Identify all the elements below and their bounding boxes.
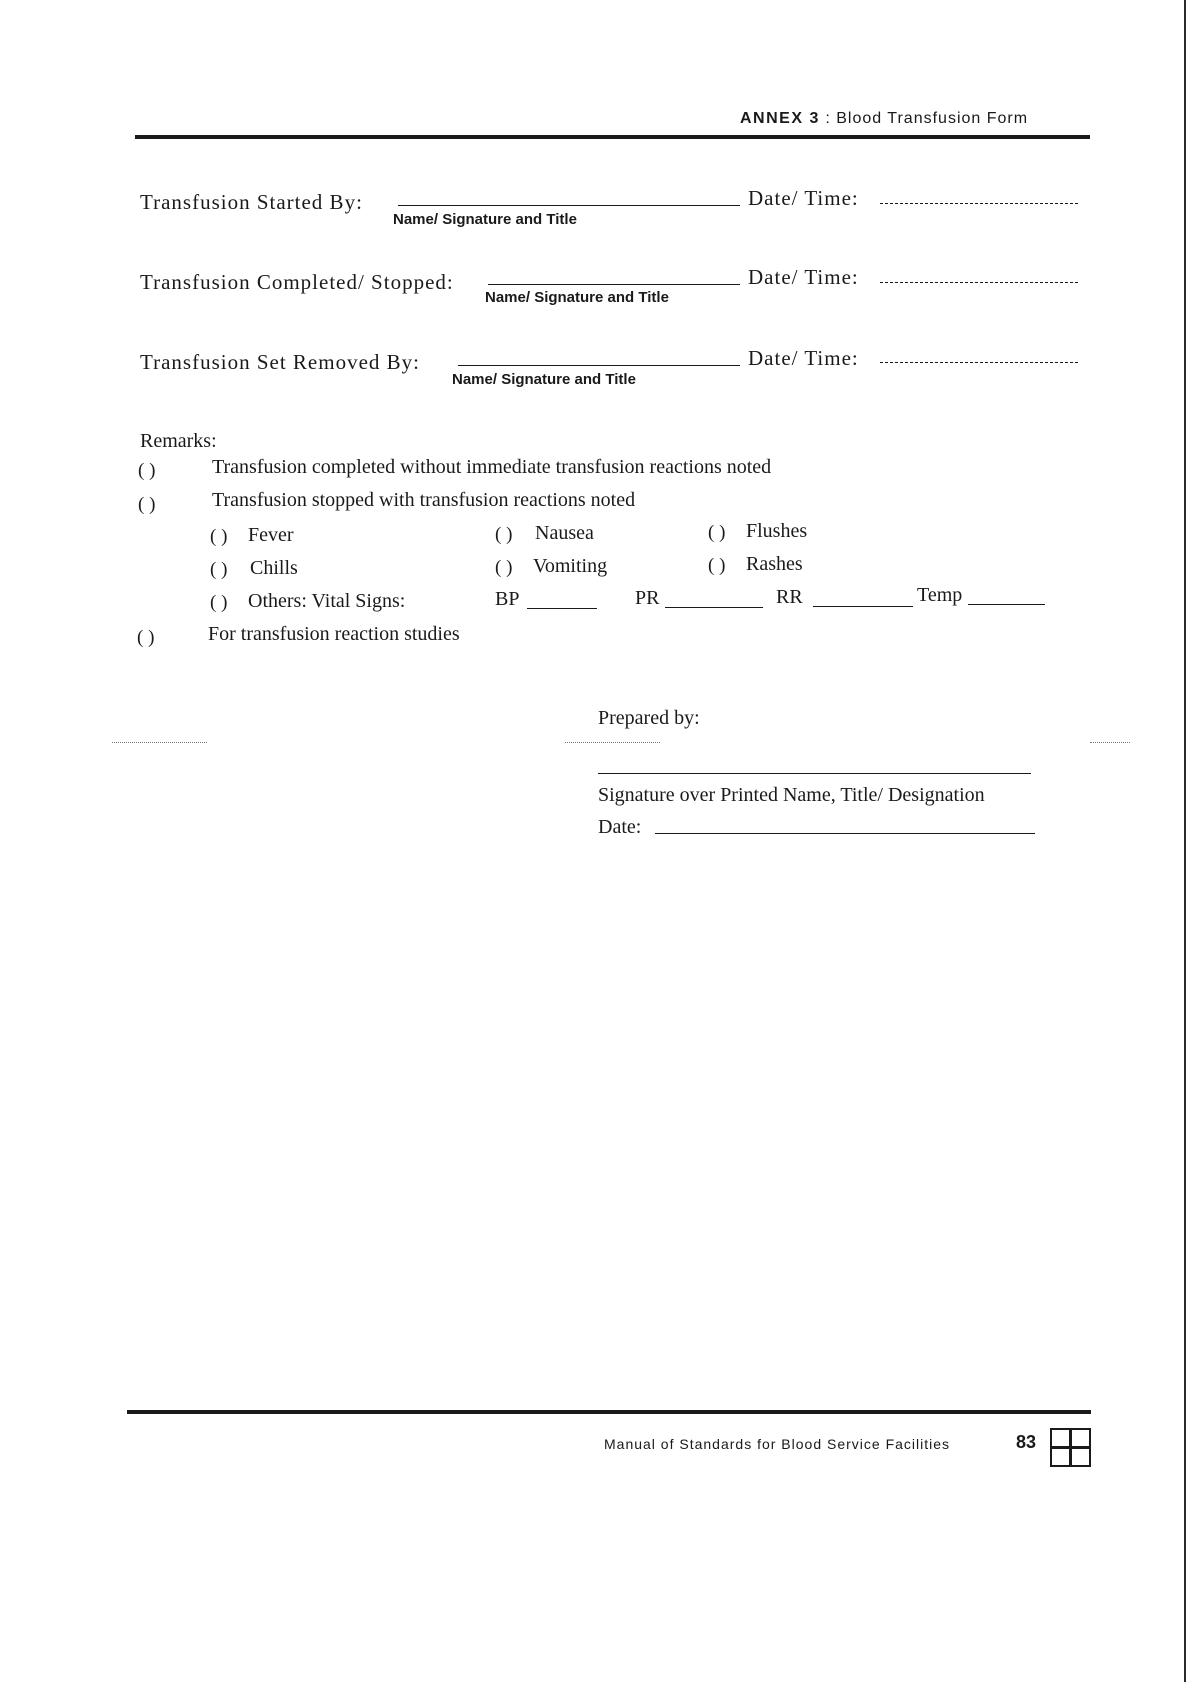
option-stopped-text: Transfusion stopped with transfusion reactions noted — [212, 489, 636, 511]
option-completed-text: Transfusion completed without immediate transfusion reactions noted — [212, 456, 772, 478]
started-by-label: Transfusion Started By: — [140, 190, 363, 214]
rr-input-line[interactable] — [813, 606, 913, 607]
scan-mark — [565, 742, 660, 743]
option-studies-text: For transfusion reaction studies — [208, 623, 460, 645]
nausea-label: Nausea — [535, 522, 594, 544]
completed-stopped-sublabel: Name/ Signature and Title — [485, 289, 669, 306]
removed-datetime-label: Date/ Time: — [748, 346, 859, 370]
checkbox-nausea[interactable]: ( ) — [495, 524, 513, 545]
checkbox-rashes[interactable]: ( ) — [708, 555, 726, 576]
checkbox-flushes[interactable]: ( ) — [708, 522, 726, 543]
checkbox-chills[interactable]: ( ) — [210, 559, 228, 580]
started-by-sublabel: Name/ Signature and Title — [393, 211, 577, 228]
annex-separator: : — [825, 110, 831, 127]
prepared-date-label: Date: — [598, 816, 642, 838]
removed-datetime-line[interactable] — [880, 362, 1078, 363]
grid-squares-icon — [1050, 1428, 1090, 1466]
annex-header — [740, 110, 1028, 128]
completed-datetime-line[interactable] — [880, 282, 1078, 283]
started-datetime-line[interactable] — [880, 203, 1078, 204]
checkbox-stopped[interactable]: ( ) — [138, 494, 156, 515]
pr-input-line[interactable] — [665, 607, 763, 608]
footer-rule — [127, 1410, 1091, 1414]
started-by-signature-line[interactable] — [398, 205, 740, 206]
rashes-label: Rashes — [746, 553, 803, 575]
scan-mark — [1090, 742, 1130, 743]
checkbox-studies[interactable]: ( ) — [137, 627, 155, 648]
scan-mark — [112, 742, 207, 743]
signature-caption: Signature over Printed Name, Title/ Designation — [598, 784, 985, 806]
started-datetime-label: Date/ Time: — [748, 186, 859, 210]
page-number: 83 — [1016, 1432, 1037, 1452]
checkbox-others[interactable]: ( ) — [210, 592, 228, 613]
completed-stopped-signature-line[interactable] — [488, 284, 740, 285]
completed-datetime-label: Date/ Time: — [748, 265, 859, 289]
rr-label: RR — [776, 586, 803, 608]
bp-input-line[interactable] — [527, 608, 597, 609]
bp-label: BP — [495, 588, 520, 610]
page-edge — [1184, 0, 1186, 1682]
set-removed-signature-line[interactable] — [458, 365, 740, 366]
prepared-by-label: Prepared by: — [598, 707, 700, 729]
pr-label: PR — [635, 587, 660, 609]
temp-label: Temp — [917, 584, 963, 606]
flushes-label: Flushes — [746, 520, 808, 542]
checkbox-completed[interactable]: ( ) — [138, 460, 156, 481]
annex-label: ANNEX 3 — [740, 110, 820, 127]
others-vital-signs-label: Others: Vital Signs: — [248, 590, 406, 612]
header-rule — [135, 135, 1090, 139]
remarks-heading: Remarks: — [140, 430, 217, 452]
vomiting-label: Vomiting — [533, 555, 608, 577]
fever-label: Fever — [248, 524, 294, 546]
manual-title: Manual of Standards for Blood Service Facilities — [604, 1436, 951, 1452]
temp-input-line[interactable] — [968, 604, 1045, 605]
chills-label: Chills — [250, 557, 298, 579]
prepared-date-line[interactable] — [655, 833, 1035, 834]
annex-title: Blood Transfusion Form — [836, 110, 1029, 127]
checkbox-fever[interactable]: ( ) — [210, 526, 228, 547]
completed-stopped-label: Transfusion Completed/ Stopped: — [140, 270, 454, 294]
checkbox-vomiting[interactable]: ( ) — [495, 557, 513, 578]
prepared-signature-line[interactable] — [598, 773, 1031, 774]
set-removed-sublabel: Name/ Signature and Title — [452, 371, 636, 388]
set-removed-label: Transfusion Set Removed By: — [140, 350, 420, 374]
